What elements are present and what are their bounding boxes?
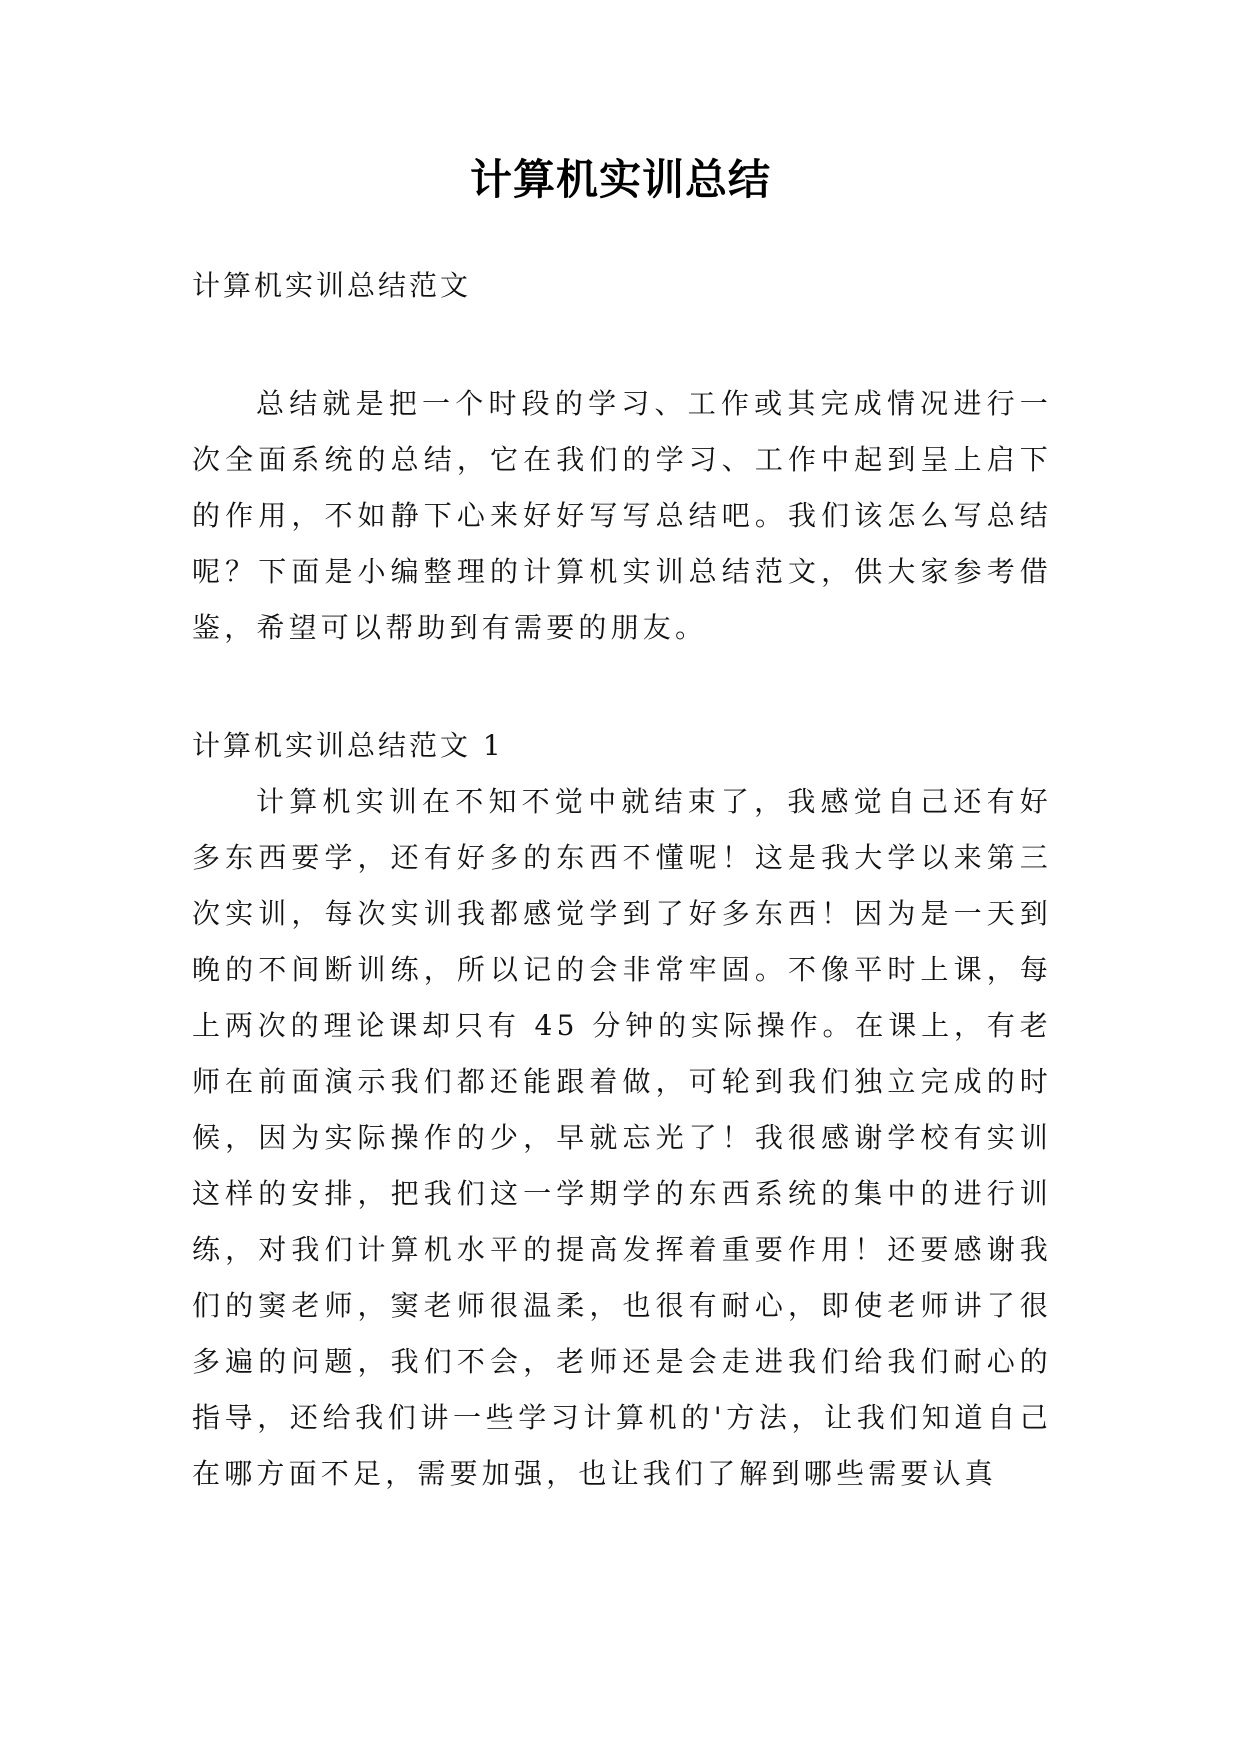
intro-paragraph: 总结就是把一个时段的学习、工作或其完成情况进行一次全面系统的总结，它在我们的学习、工作中起到呈上启下的作用，不如静下心来好好写写总结吧。我们该怎么写总结呢？下面是小编整理的计算机实训总结范文，供大家参考借鉴，希望可以帮助到有需要的朋友。	[192, 387, 1052, 644]
spacer	[192, 656, 1052, 718]
intro-heading: 计算机实训总结范文	[192, 269, 472, 302]
sample-1-paragraph: 计算机实训在不知不觉中就结束了，我感觉自己还有好多东西要学，还有好多的东西不懂呢！这是我大学以来第三次实训，每次实训我都感觉学到了好多东西！因为是一天到晚的不间断训练，所以记的会非常牢固。不像平时上课，每上两次的理论课却只有 45 分钟的实际操作。在课上，有老师在前面演示我们都还能跟着做，可轮到我们独立完成的时候，因为实际操作的少，早就忘光了！我很感谢学校有实训这样的安排，把我们这一学期学的东西系统的集中的进行训练，对我们计算机水平的提高发挥着重要作用！还要感谢我们的窦老师，窦老师很温柔，也很有耐心，即使老师讲了很多遍的问题，我们不会，老师还是会走进我们给我们耐心的指导，还给我们讲一些学习计算机的'方法，让我们知道自己在哪方面不足，需要加强，也让我们了解到哪些需要认真	[192, 785, 1052, 1490]
document-body	[192, 258, 1052, 1502]
document-title: 计算机实训总结	[469, 155, 771, 204]
spacer	[192, 314, 1052, 376]
sample-1-heading: 计算机实训总结范文 1	[192, 729, 504, 762]
